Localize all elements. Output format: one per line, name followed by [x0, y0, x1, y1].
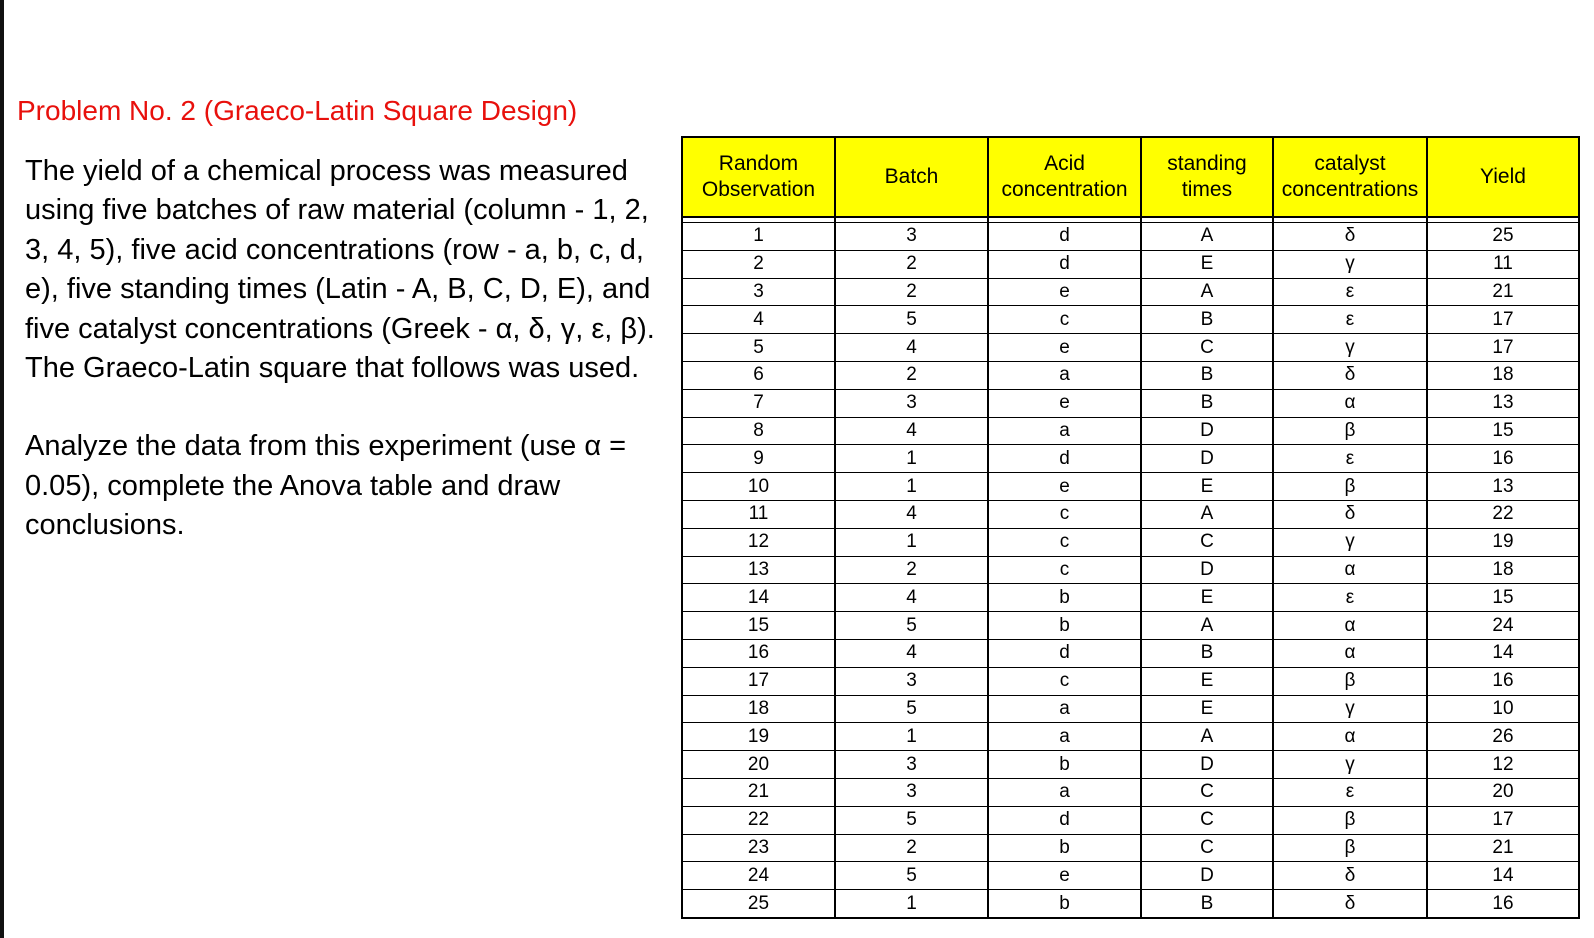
table-row: [682, 584, 1579, 612]
cell-acid: c: [988, 528, 1141, 556]
cell-acid: d: [988, 639, 1141, 667]
cell-acid: d: [988, 223, 1141, 251]
cell-yield: 16: [1427, 667, 1579, 695]
cell-batch: 3: [835, 667, 988, 695]
cell-observation: 3: [682, 278, 835, 306]
cell-catalyst: δ: [1273, 361, 1427, 389]
cell-observation: 19: [682, 723, 835, 751]
cell-observation: 12: [682, 528, 835, 556]
cell-acid: a: [988, 778, 1141, 806]
header-acid-concentration: Acid concentration: [988, 137, 1141, 217]
cell-batch: 5: [835, 695, 988, 723]
cell-batch: 4: [835, 500, 988, 528]
cell-batch: 5: [835, 306, 988, 334]
window-edge: [0, 0, 4, 938]
cell-yield: 18: [1427, 361, 1579, 389]
cell-batch: 2: [835, 278, 988, 306]
header-standing-times: standing times: [1141, 137, 1273, 217]
cell-acid: b: [988, 834, 1141, 862]
cell-standing-time: B: [1141, 639, 1273, 667]
cell-batch: 5: [835, 612, 988, 640]
cell-batch: 4: [835, 417, 988, 445]
cell-catalyst: α: [1273, 556, 1427, 584]
cell-observation: 13: [682, 556, 835, 584]
cell-batch: 3: [835, 778, 988, 806]
cell-batch: 1: [835, 473, 988, 501]
cell-yield: 20: [1427, 778, 1579, 806]
cell-yield: 10: [1427, 695, 1579, 723]
table-row: [682, 334, 1579, 362]
cell-yield: 15: [1427, 584, 1579, 612]
table-row: [682, 306, 1579, 334]
cell-yield: 25: [1427, 223, 1579, 251]
cell-observation: 6: [682, 361, 835, 389]
cell-acid: d: [988, 445, 1141, 473]
cell-yield: 16: [1427, 445, 1579, 473]
cell-standing-time: B: [1141, 890, 1273, 918]
cell-catalyst: β: [1273, 834, 1427, 862]
cell-yield: 17: [1427, 806, 1579, 834]
cell-acid: d: [988, 250, 1141, 278]
cell-catalyst: ε: [1273, 278, 1427, 306]
table-row: [682, 834, 1579, 862]
cell-catalyst: α: [1273, 612, 1427, 640]
cell-catalyst: δ: [1273, 862, 1427, 890]
cell-observation: 21: [682, 778, 835, 806]
cell-catalyst: β: [1273, 806, 1427, 834]
table-row: [682, 278, 1579, 306]
cell-catalyst: ε: [1273, 584, 1427, 612]
table-header-row: [682, 137, 1579, 217]
cell-acid: a: [988, 695, 1141, 723]
header-yield: Yield: [1427, 137, 1579, 217]
cell-standing-time: D: [1141, 417, 1273, 445]
cell-acid: b: [988, 612, 1141, 640]
cell-yield: 22: [1427, 500, 1579, 528]
table-row: [682, 778, 1579, 806]
cell-catalyst: α: [1273, 639, 1427, 667]
table-row: [682, 445, 1579, 473]
cell-batch: 2: [835, 250, 988, 278]
cell-batch: 4: [835, 584, 988, 612]
cell-batch: 2: [835, 834, 988, 862]
cell-yield: 18: [1427, 556, 1579, 584]
cell-acid: b: [988, 890, 1141, 918]
cell-batch: 3: [835, 751, 988, 779]
cell-yield: 15: [1427, 417, 1579, 445]
cell-standing-time: E: [1141, 473, 1273, 501]
cell-yield: 24: [1427, 612, 1579, 640]
header-batch: Batch: [835, 137, 988, 217]
cell-observation: 23: [682, 834, 835, 862]
cell-standing-time: A: [1141, 278, 1273, 306]
table-row: [682, 473, 1579, 501]
cell-observation: 15: [682, 612, 835, 640]
cell-observation: 9: [682, 445, 835, 473]
cell-catalyst: δ: [1273, 890, 1427, 918]
cell-batch: 1: [835, 890, 988, 918]
cell-observation: 7: [682, 389, 835, 417]
cell-batch: 3: [835, 223, 988, 251]
cell-batch: 5: [835, 862, 988, 890]
cell-batch: 3: [835, 389, 988, 417]
table-row: [682, 528, 1579, 556]
cell-observation: 5: [682, 334, 835, 362]
cell-acid: b: [988, 751, 1141, 779]
cell-standing-time: C: [1141, 834, 1273, 862]
header-catalyst-concentrations: catalyst concentrations: [1273, 137, 1427, 217]
graeco-latin-table: [681, 136, 1580, 919]
cell-batch: 4: [835, 639, 988, 667]
cell-catalyst: δ: [1273, 223, 1427, 251]
cell-standing-time: C: [1141, 806, 1273, 834]
cell-catalyst: β: [1273, 417, 1427, 445]
table-row: [682, 751, 1579, 779]
cell-standing-time: C: [1141, 334, 1273, 362]
cell-batch: 2: [835, 556, 988, 584]
cell-catalyst: β: [1273, 667, 1427, 695]
cell-acid: d: [988, 806, 1141, 834]
cell-yield: 17: [1427, 334, 1579, 362]
cell-yield: 13: [1427, 389, 1579, 417]
table-row: [682, 890, 1579, 918]
cell-observation: 2: [682, 250, 835, 278]
table-row: [682, 695, 1579, 723]
cell-standing-time: B: [1141, 389, 1273, 417]
cell-standing-time: A: [1141, 612, 1273, 640]
cell-acid: c: [988, 667, 1141, 695]
cell-catalyst: γ: [1273, 751, 1427, 779]
cell-yield: 16: [1427, 890, 1579, 918]
cell-acid: e: [988, 334, 1141, 362]
cell-acid: a: [988, 723, 1141, 751]
table-row: [682, 667, 1579, 695]
cell-observation: 22: [682, 806, 835, 834]
cell-observation: 8: [682, 417, 835, 445]
problem-title: Problem No. 2 (Graeco-Latin Square Design): [17, 95, 578, 126]
table-row: [682, 389, 1579, 417]
cell-standing-time: D: [1141, 751, 1273, 779]
table-row: [682, 639, 1579, 667]
cell-acid: a: [988, 361, 1141, 389]
table-row: [682, 361, 1579, 389]
cell-standing-time: A: [1141, 223, 1273, 251]
cell-standing-time: E: [1141, 667, 1273, 695]
cell-yield: 19: [1427, 528, 1579, 556]
cell-standing-time: A: [1141, 500, 1273, 528]
cell-acid: e: [988, 473, 1141, 501]
cell-acid: c: [988, 556, 1141, 584]
header-random-observation: Random Observation: [682, 137, 835, 217]
cell-observation: 25: [682, 890, 835, 918]
cell-standing-time: B: [1141, 361, 1273, 389]
cell-batch: 1: [835, 723, 988, 751]
cell-standing-time: D: [1141, 445, 1273, 473]
cell-catalyst: γ: [1273, 334, 1427, 362]
cell-batch: 5: [835, 806, 988, 834]
cell-yield: 26: [1427, 723, 1579, 751]
cell-batch: 1: [835, 445, 988, 473]
cell-observation: 14: [682, 584, 835, 612]
cell-standing-time: E: [1141, 250, 1273, 278]
cell-catalyst: α: [1273, 723, 1427, 751]
cell-catalyst: ε: [1273, 306, 1427, 334]
cell-catalyst: β: [1273, 473, 1427, 501]
table-row: [682, 417, 1579, 445]
cell-standing-time: C: [1141, 778, 1273, 806]
table-row: [682, 250, 1579, 278]
cell-catalyst: γ: [1273, 695, 1427, 723]
problem-instructions: Analyze the data from this experiment (use α = 0.05), complete the Anova table and draw conclusions.: [25, 430, 627, 542]
table-row: [682, 862, 1579, 890]
cell-standing-time: B: [1141, 306, 1273, 334]
cell-yield: 21: [1427, 278, 1579, 306]
problem-description: The yield of a chemical process was measured using five batches of raw material (column - 1, 2, 3, 4, 5), five acid concentrations (row - a, b, c, d, e), five standing times (Latin - A, B, C, D, E), and five catalyst concentrations (Greek - α, δ, γ, ε, β). The Graeco-Latin square that follows was used.: [25, 155, 655, 385]
table-row: [682, 723, 1579, 751]
cell-observation: 17: [682, 667, 835, 695]
cell-batch: 4: [835, 334, 988, 362]
cell-catalyst: δ: [1273, 500, 1427, 528]
cell-batch: 2: [835, 361, 988, 389]
cell-standing-time: E: [1141, 695, 1273, 723]
table-row: [682, 223, 1579, 251]
cell-catalyst: ε: [1273, 778, 1427, 806]
cell-batch: 1: [835, 528, 988, 556]
cell-acid: c: [988, 306, 1141, 334]
cell-yield: 13: [1427, 473, 1579, 501]
cell-yield: 21: [1427, 834, 1579, 862]
cell-acid: e: [988, 278, 1141, 306]
cell-acid: a: [988, 417, 1141, 445]
cell-observation: 10: [682, 473, 835, 501]
cell-yield: 17: [1427, 306, 1579, 334]
cell-yield: 11: [1427, 250, 1579, 278]
cell-yield: 14: [1427, 639, 1579, 667]
table-row: [682, 612, 1579, 640]
problem-statement: [25, 152, 675, 546]
cell-catalyst: γ: [1273, 250, 1427, 278]
cell-observation: 4: [682, 306, 835, 334]
cell-acid: c: [988, 500, 1141, 528]
cell-standing-time: D: [1141, 556, 1273, 584]
cell-observation: 20: [682, 751, 835, 779]
cell-yield: 12: [1427, 751, 1579, 779]
cell-standing-time: A: [1141, 723, 1273, 751]
cell-acid: e: [988, 389, 1141, 417]
table-row: [682, 556, 1579, 584]
cell-observation: 24: [682, 862, 835, 890]
cell-observation: 18: [682, 695, 835, 723]
cell-observation: 11: [682, 500, 835, 528]
cell-catalyst: ε: [1273, 445, 1427, 473]
cell-observation: 1: [682, 223, 835, 251]
table-row: [682, 806, 1579, 834]
cell-standing-time: C: [1141, 528, 1273, 556]
cell-standing-time: E: [1141, 584, 1273, 612]
cell-acid: b: [988, 584, 1141, 612]
cell-catalyst: γ: [1273, 528, 1427, 556]
table-row: [682, 500, 1579, 528]
cell-observation: 16: [682, 639, 835, 667]
cell-acid: e: [988, 862, 1141, 890]
cell-catalyst: α: [1273, 389, 1427, 417]
cell-standing-time: D: [1141, 862, 1273, 890]
cell-yield: 14: [1427, 862, 1579, 890]
table-body: [682, 217, 1579, 918]
